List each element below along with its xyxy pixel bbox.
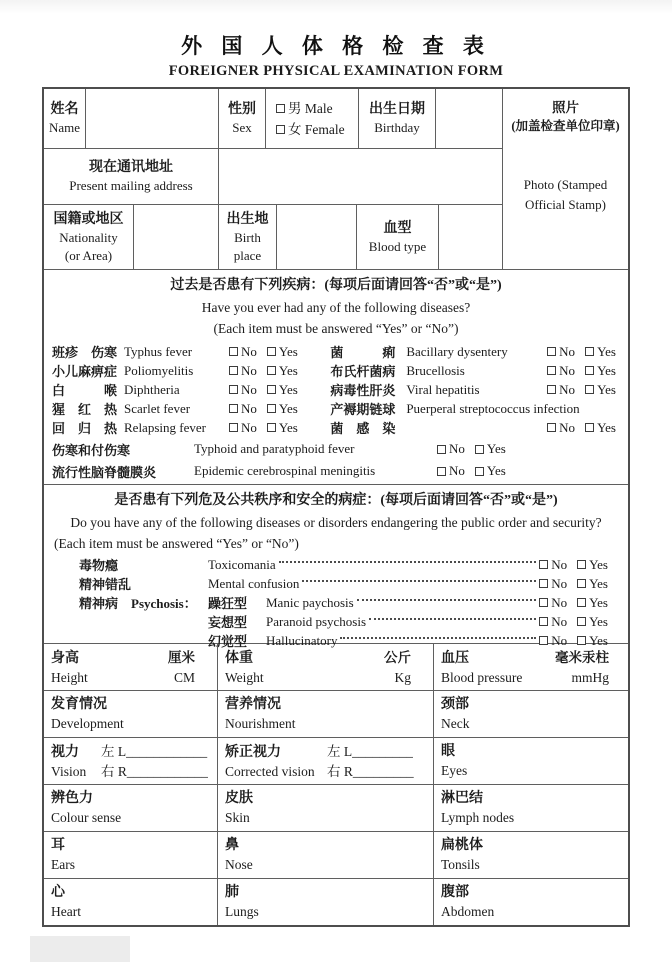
disease-name-en: Diphtheria [124,381,180,397]
no-yes-checkboxes [547,363,620,379]
exam-unit-en: CM [173,669,195,685]
disorder-subtype-cn: 幻觉型 [208,634,248,649]
exam-label-cn: 血压 [441,650,469,666]
exam-label-en: Vision [51,763,87,779]
no-checkbox[interactable] [539,560,548,569]
dotted-leader [369,618,536,620]
no-yes-checkboxes [539,614,608,630]
sex-label: 性别 Sex [219,89,266,148]
yes-label: Yes [589,575,608,591]
disease-name-en: Bacillary dysentery [406,343,508,359]
yes-option[interactable] [585,363,616,379]
yes-label: Yes [278,343,298,359]
disease-item [52,399,330,418]
birthplace-input-cell[interactable] [277,205,357,269]
exam-label-en: Tonsils [441,857,480,872]
yes-option[interactable] [475,441,506,457]
exam-row [44,738,628,785]
exam-unit-en: mmHg [571,669,609,685]
disorder-subtype-cn: 躁狂型 [208,596,248,611]
no-option[interactable] [229,382,257,398]
no-yes-checkboxes [229,382,298,398]
disease-name-cn: 白 喉 [52,383,118,398]
no-label: No [241,362,257,378]
exam-label-en: Development [51,716,124,731]
yes-checkbox[interactable] [267,347,276,356]
exam-row [44,879,628,925]
yes-checkbox[interactable] [475,467,484,476]
exam-label-en: Lymph nodes [441,810,515,825]
form-sheet [42,0,630,927]
disease-name-cn: 回 归 热 [52,421,118,436]
dotted-leader [357,599,536,601]
exam-label-cn: 身高 [51,650,79,666]
no-checkbox[interactable] [539,598,548,607]
no-label: No [559,343,576,359]
nationality-label: 国籍或地区 Nationality (or Area) [44,205,134,269]
exam-cell-tonsils[interactable] [434,832,631,878]
exam-unit-en: 右 R____________ [101,763,208,779]
blood-type-label: 血型 Blood type [357,205,439,269]
page-subtitle: FOREIGNER PHYSICAL EXAMINATION FORM [168,63,504,79]
no-yes-checkboxes [547,344,620,360]
page-title: 外 国 人 体 格 检 查 表 [181,34,491,58]
no-yes-checkboxes [539,576,608,592]
exam-label-en: Blood pressure [441,669,523,685]
exam-label-en: Nourishment [225,716,296,731]
yes-checkbox[interactable] [577,598,586,607]
sex-female-option[interactable] [276,119,345,140]
yes-label: Yes [278,362,298,378]
exam-unit-cn: 公斤 [384,649,411,665]
yes-checkbox[interactable] [577,560,586,569]
disease-item [52,361,330,380]
exam-label-en: Abdomen [441,904,495,919]
exam-unit-cn: 厘米 [168,649,195,665]
birthday-label: 出生日期 Birthday [359,89,436,148]
diseases-title-en: Have you ever had any of the following diseases? [201,300,471,315]
exam-label-cn: 扁桃体 [441,838,483,853]
disorder-row [52,612,620,631]
no-yes-checkboxes [437,441,506,457]
disorders-title-en: Do you have any of the following diseases or disorders endangering the public order and security? [70,515,602,530]
disease-row [52,342,620,361]
yes-checkbox[interactable] [267,385,276,394]
disease-item [52,418,330,437]
yes-label: Yes [589,613,608,629]
yes-option[interactable] [577,614,608,630]
disorder-name-en: Manic paychosis [266,594,354,610]
no-label: No [559,362,576,378]
exam-label-en: Ears [51,857,75,872]
no-label: No [551,613,568,629]
yes-option[interactable] [475,463,506,479]
no-checkbox[interactable] [229,423,238,432]
no-yes-checkboxes [539,595,608,611]
yes-option[interactable] [267,420,298,436]
exam-cell-weight[interactable] [218,644,434,690]
exam-label-en: Weight [225,669,264,685]
no-checkbox[interactable] [229,347,238,356]
exam-label-en: Lungs [225,904,259,919]
dotted-leader [302,580,536,582]
yes-label: Yes [486,441,506,456]
exam-unit-cn: 毫米汞柱 [555,649,609,665]
no-checkbox[interactable] [547,385,556,394]
exam-label-cn: 营养情况 [225,697,281,712]
yes-checkbox[interactable] [585,347,594,356]
no-label: No [551,575,568,591]
yes-checkbox[interactable] [585,366,594,375]
examination-form [42,87,630,927]
no-label: No [241,419,257,435]
yes-checkbox[interactable] [585,385,594,394]
disease-name-cn: 猩 红 热 [52,402,118,417]
no-option[interactable] [539,595,567,611]
exam-section [44,644,628,925]
name-input-cell[interactable] [86,89,219,148]
sex-options-cell [266,89,359,148]
disease-row [52,418,620,437]
exam-row [44,785,628,832]
no-label: No [551,594,568,610]
disease-item [330,380,620,399]
no-checkbox[interactable] [229,366,238,375]
disorder-name-cn: 毒物瘾 [79,558,119,573]
disease-name-cn: 布氏杆菌病 [330,364,396,379]
disease-name-en: Poliomyelitis [124,362,194,378]
exam-unit-en: 右 R_________ [327,763,414,779]
yes-label: Yes [486,463,506,478]
exam-cell-ears[interactable] [44,832,218,878]
female-checkbox[interactable] [276,125,285,134]
exam-label-en: Colour sense [51,810,122,825]
address-input-cell[interactable] [219,149,502,204]
no-label: No [449,463,465,478]
disease-row [52,361,620,380]
disease-row [52,399,620,418]
disease-row [52,380,620,399]
yes-label: Yes [597,343,616,359]
exam-label-cn: 体重 [225,650,253,666]
no-label: No [449,441,465,456]
exam-cell-skin[interactable] [218,785,434,831]
female-label: 女 Female [288,121,345,137]
exam-cell-height[interactable] [44,644,218,690]
no-label: No [551,632,568,648]
disease-name-cn: 班疹 伤寒 [52,345,118,360]
exam-row [44,644,628,691]
yes-option[interactable] [267,401,298,417]
no-label: No [559,381,576,397]
exam-cell-vision[interactable] [44,738,218,784]
disorder-name-en: Toxicomania [208,556,276,572]
disorders-list [52,555,620,650]
disease-row-wide [52,461,620,481]
photo-box[interactable] [502,89,628,269]
exam-label-cn: 心 [51,885,65,900]
exam-cell-eyes[interactable] [434,738,631,784]
disease-name-cn: 菌 痢 [330,345,396,360]
disease-item [330,399,620,418]
exam-label-cn: 腹部 [441,885,469,900]
disorder-name-cn: 精神病 Psychosis： [79,596,197,611]
exam-row [44,832,628,879]
disease-name-en: Epidemic cerebrospinal meningitis [194,463,376,478]
disease-name-en: Puerperal streptococcus infection [406,400,580,416]
yes-checkbox[interactable] [585,423,594,432]
no-yes-checkboxes [437,463,506,479]
exam-unit-en: Kg [394,669,411,685]
yes-checkbox[interactable] [267,423,276,432]
disorder-name-en: Paranoid psychosis [266,613,367,629]
no-checkbox[interactable] [547,347,556,356]
disease-item [52,380,330,399]
disease-name-en: Typhus fever [124,343,193,359]
no-option[interactable] [229,363,257,379]
yes-option[interactable] [577,576,608,592]
birthplace-label: 出生地 Birth place [219,205,277,269]
exam-label-cn: 淋巴结 [441,791,483,806]
no-checkbox[interactable] [229,385,238,394]
yes-option[interactable] [267,344,298,360]
yes-label: Yes [278,419,298,435]
yes-label: Yes [597,381,616,397]
yes-checkbox[interactable] [577,617,586,626]
dotted-leader [279,561,537,563]
no-checkbox[interactable] [437,467,446,476]
male-label: 男 Male [288,100,333,116]
disease-row-wide [52,439,620,459]
yes-label: Yes [597,362,616,378]
yes-checkbox[interactable] [267,366,276,375]
disease-name-en: Relapsing fever [124,419,206,435]
exam-label-cn: 发育情况 [51,697,107,712]
disorder-row [52,574,620,593]
scan-artifact [30,936,130,962]
exam-row [44,691,628,738]
disorder-name-en: Mental confusion [208,575,300,591]
no-option[interactable] [539,614,567,630]
no-checkbox[interactable] [539,617,548,626]
disease-name-en: Viral hepatitis [406,381,480,397]
exam-cell-heart[interactable] [44,879,218,925]
exam-label-cn: 眼 [441,744,455,759]
exam-unit-cn: 左 L____________ [101,743,208,759]
exam-cell-corrected-vision[interactable] [218,738,434,784]
photo-label-cn: 照片 (加盖检查单位印章) [511,100,620,133]
exam-label-en: Eyes [441,763,468,778]
exam-label-cn: 皮肤 [225,791,253,806]
yes-option[interactable] [585,382,616,398]
no-option[interactable] [547,382,575,398]
yes-option[interactable] [585,420,616,436]
yes-checkbox[interactable] [577,579,586,588]
no-label: No [241,400,257,416]
disorders-section [44,485,628,649]
exam-cell-neck[interactable] [434,691,631,737]
no-label: No [559,419,576,435]
yes-checkbox[interactable] [267,404,276,413]
exam-label-en: Nose [225,857,253,872]
diseases-full-list [52,439,620,481]
birthday-input-cell[interactable] [436,89,502,148]
no-checkbox[interactable] [547,423,556,432]
no-yes-checkboxes [547,420,620,436]
exam-cell-lymph-nodes[interactable] [434,785,631,831]
exam-label-cn: 肺 [225,885,239,900]
dotted-leader [340,637,536,639]
name-label: 姓名 Name [44,89,86,148]
no-yes-checkboxes [229,344,298,360]
no-checkbox[interactable] [539,579,548,588]
nationality-input-cell[interactable] [134,205,219,269]
disease-name-cn: 小儿麻痹症 [52,364,118,379]
exam-cell-lungs[interactable] [218,879,434,925]
disease-item [330,418,620,437]
yes-checkbox[interactable] [475,445,484,454]
male-checkbox[interactable] [276,104,285,113]
no-option[interactable] [437,441,465,457]
no-label: No [241,381,257,397]
exam-label-cn: 矫正视力 [225,744,281,760]
disorder-name-en: Hallucinatory [266,632,338,648]
disorder-row [52,555,620,574]
diseases-note-en: (Each item must be answered “Yes” or “No”) [213,321,459,336]
disease-name-en: Scarlet fever [124,400,191,416]
diseases-section [44,270,628,485]
yes-label: Yes [589,556,608,572]
yes-label: Yes [278,400,298,416]
exam-label-en: Height [51,669,88,685]
no-yes-checkboxes [547,382,620,398]
no-checkbox[interactable] [229,404,238,413]
disease-name-en: Brucellosis [406,362,465,378]
yes-option[interactable] [585,344,616,360]
exam-label-cn: 颈部 [441,697,469,712]
yes-option[interactable] [577,557,608,573]
no-option[interactable] [547,420,575,436]
disorder-name-cn: 精神错乱 [79,577,132,592]
no-option[interactable] [547,363,575,379]
yes-label: Yes [278,381,298,397]
disease-item [330,361,620,380]
photo-label-en: Photo (Stamped Official Stamp) [523,177,608,212]
no-option[interactable] [437,463,465,479]
no-yes-checkboxes [229,420,298,436]
exam-cell-abdomen[interactable] [434,879,631,925]
disorders-note-en: (Each item must be answered “Yes” or “No”) [54,536,299,551]
yes-label: Yes [589,632,608,648]
exam-cell-development[interactable] [44,691,218,737]
disorder-row [52,593,620,612]
exam-label-en: Corrected vision [225,763,315,779]
diseases-title-cn: 过去是否患有下列疾病：(每项后面请回答“否”或“是”) [170,278,502,293]
address-label: 现在通讯地址 Present mailing address [44,149,219,204]
exam-cell-blood-pressure[interactable] [434,644,631,690]
exam-label-cn: 视力 [51,744,79,760]
no-checkbox[interactable] [437,445,446,454]
no-option[interactable] [229,401,257,417]
yes-option[interactable] [267,382,298,398]
disorders-title-cn: 是否患有下列危及公共秩序和安全的病症：(每项后面请回答“否”或“是”) [114,493,558,508]
sex-male-option[interactable] [276,98,333,119]
disease-name-en: Typhoid and paratyphoid fever [194,441,355,456]
exam-label-en: Neck [441,716,470,731]
no-yes-checkboxes [229,363,298,379]
disease-name-cn: 病毒性肝炎 [330,383,396,398]
disease-name-cn: 伤寒和付伤寒 [52,442,131,458]
no-option[interactable] [539,576,567,592]
exam-label-en: Heart [51,904,81,919]
disease-item [330,342,620,361]
yes-option[interactable] [577,595,608,611]
diseases-list [52,342,620,437]
no-yes-checkboxes [539,557,608,573]
exam-unit-cn: 左 L_________ [327,743,413,759]
no-label: No [551,556,568,572]
exam-label-cn: 辨色力 [51,791,93,806]
no-label: No [241,343,257,359]
exam-label-en: Skin [225,810,250,825]
no-option[interactable] [229,420,257,436]
blood-type-input-cell[interactable] [439,205,502,269]
yes-label: Yes [597,419,616,435]
exam-label-cn: 耳 [51,838,65,853]
no-option[interactable] [539,557,567,573]
exam-label-cn: 鼻 [225,838,239,853]
exam-cell-nourishment[interactable] [218,691,434,737]
disease-name-cn: 菌 感 染 [330,421,396,436]
exam-cell-nose[interactable] [218,832,434,878]
no-option[interactable] [229,344,257,360]
exam-cell-colour-sense[interactable] [44,785,218,831]
disease-item [52,342,330,361]
yes-label: Yes [589,594,608,610]
no-option[interactable] [547,344,575,360]
no-yes-checkboxes [229,401,298,417]
identity-section [44,89,628,270]
yes-option[interactable] [267,363,298,379]
disease-name-cn: 流行性脑脊髓膜炎 [52,464,157,480]
disorder-subtype-cn: 妄想型 [208,615,248,630]
disease-name-cn: 产褥期链球 [330,402,396,417]
no-checkbox[interactable] [547,366,556,375]
